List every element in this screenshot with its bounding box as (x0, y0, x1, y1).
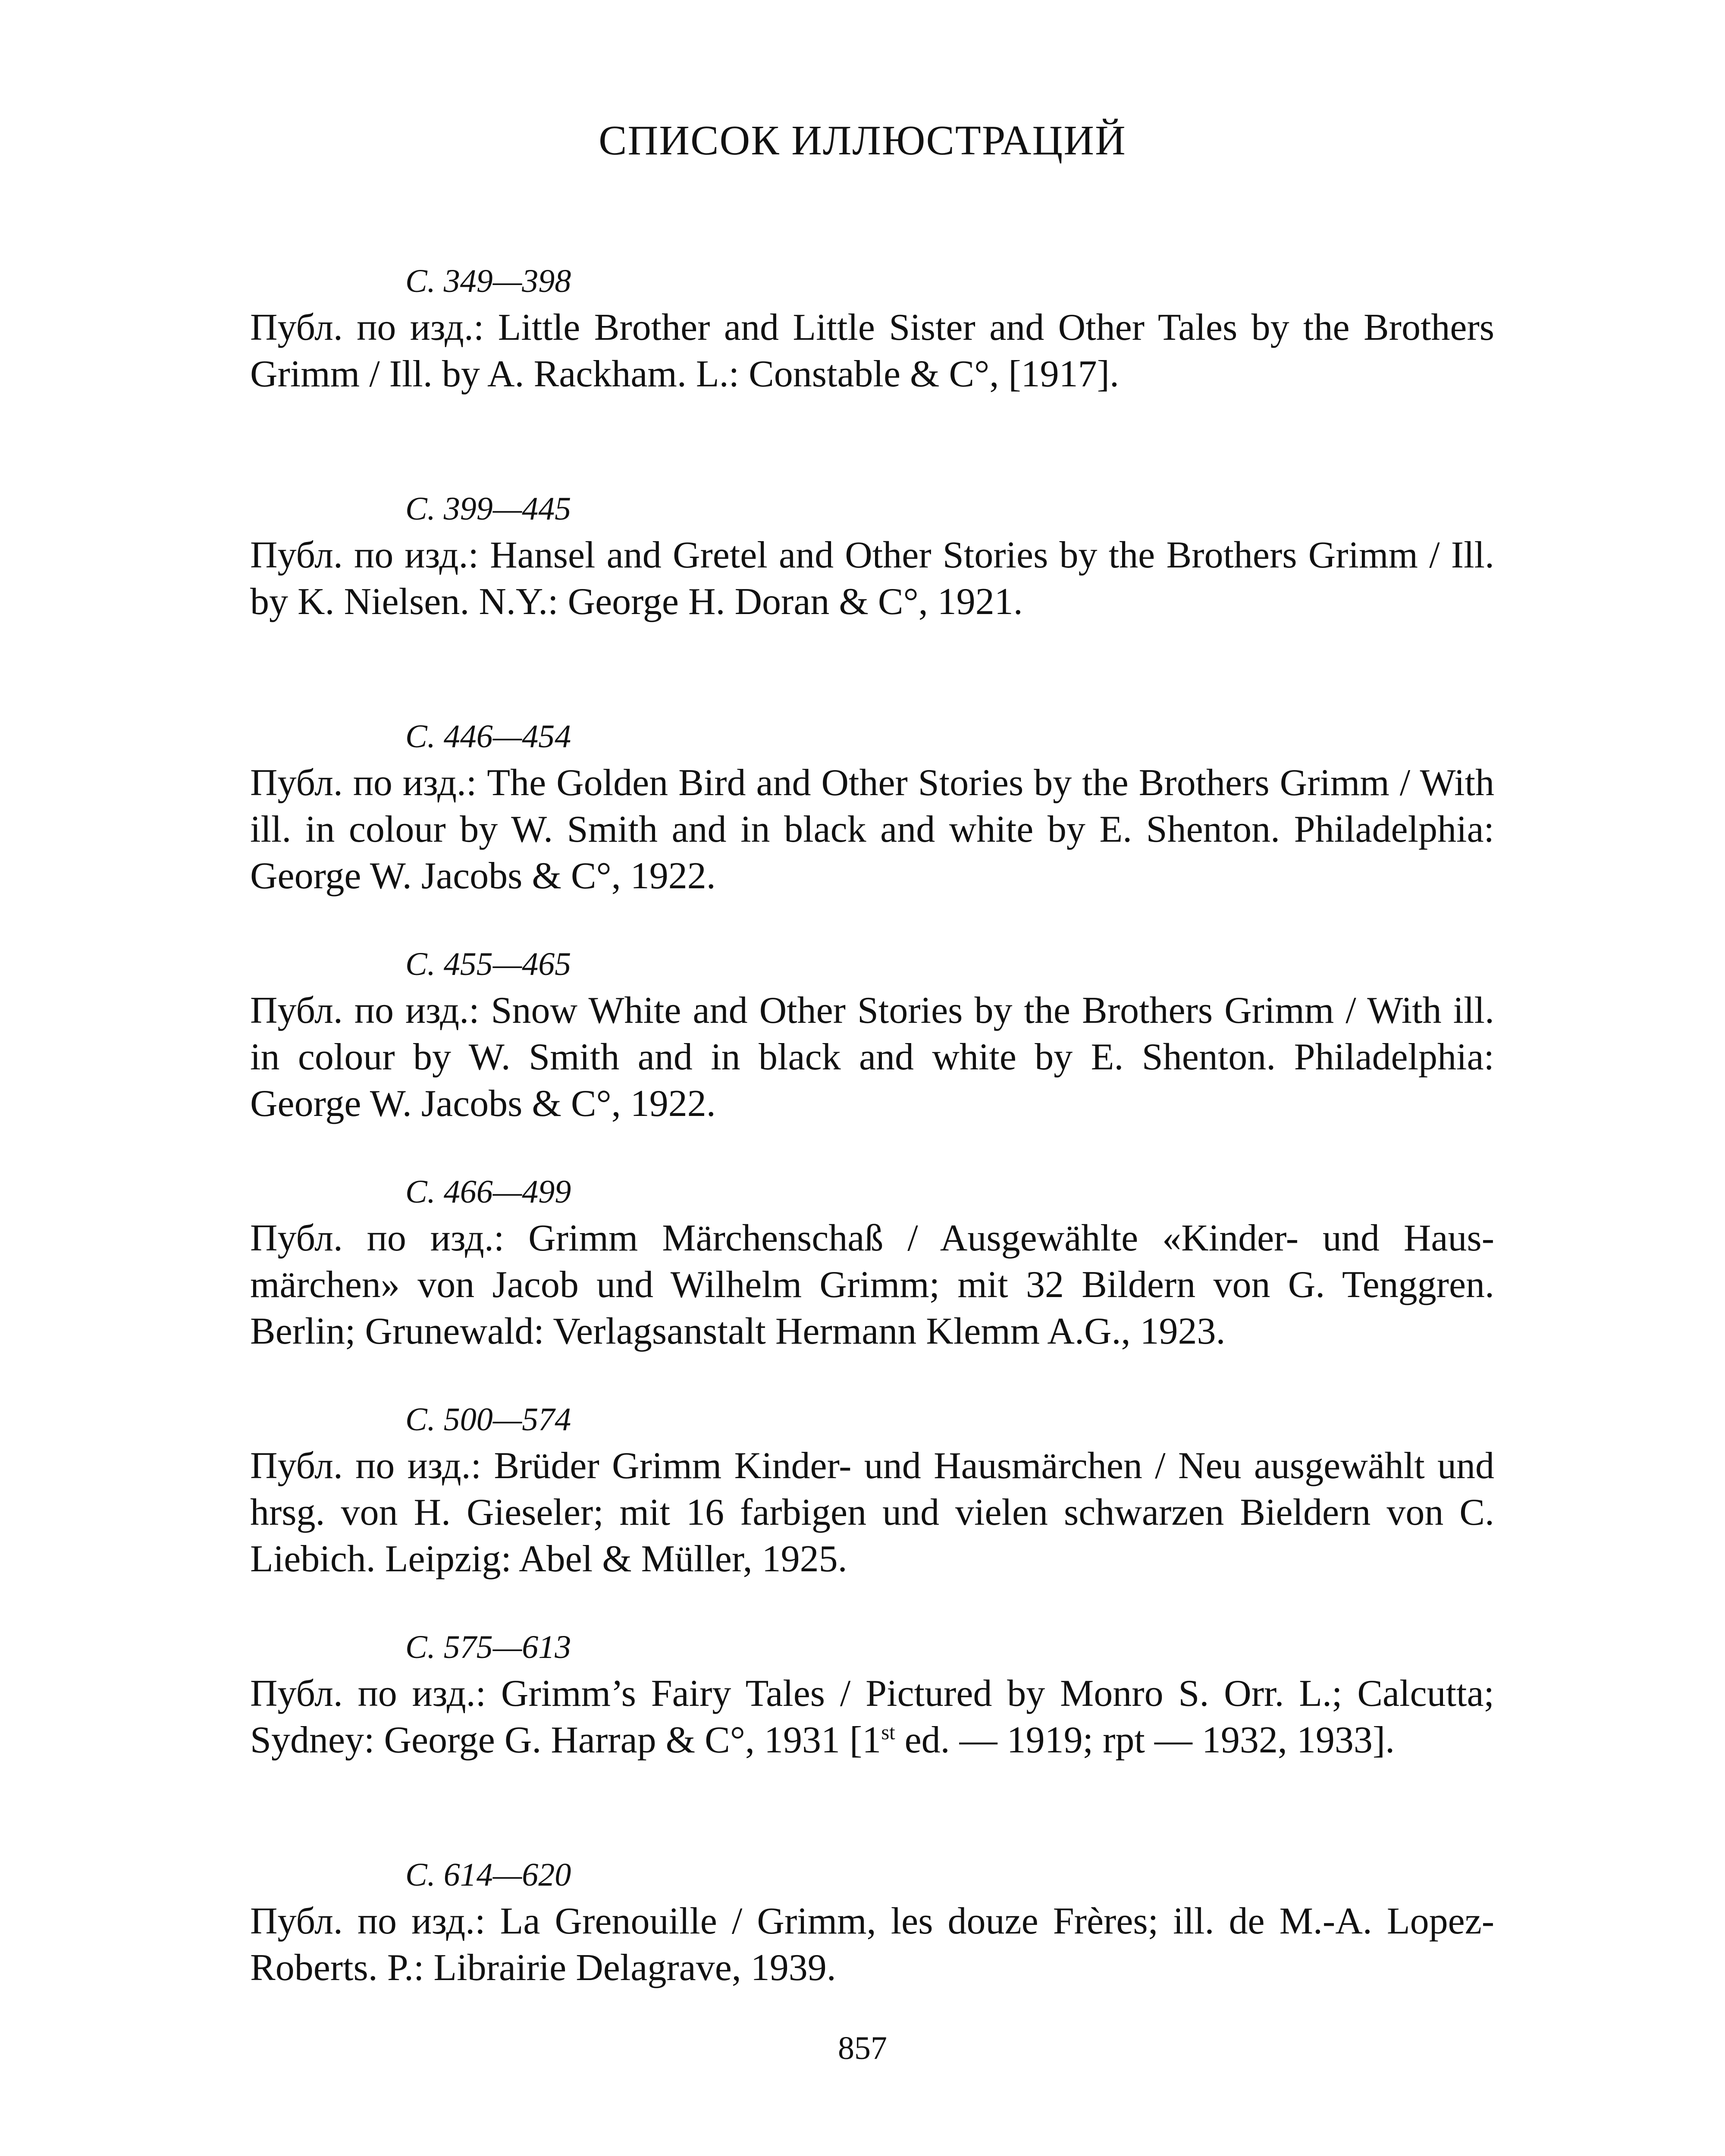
entry-page-range: С. 614—620 (405, 1857, 571, 1893)
entry-page-range: С. 466—499 (405, 1174, 571, 1210)
entry-page-range: С. 575—613 (405, 1629, 571, 1665)
list-item (250, 259, 1494, 486)
entry-citation: Публ. по изд.: La Grenouille / Grimm, les douze Frères; ill. de M.-A. Lopez-Roberts. P.: Librairie Delagrave, 1939. (250, 1900, 1494, 1989)
entry-citation: Публ. по изд.: Snow White and Other Stories by the Brothers Grimm / With ill. in colour by W. Smith and in black and white by E. Shenton. Philadelphia: George W. Jacobs & C°, 1922. (250, 990, 1494, 1125)
page-title: СПИСОК ИЛЛЮСТРАЦИЙ (599, 117, 1126, 164)
ordinal-superscript: st (881, 1721, 895, 1744)
entry-citation: Публ. по изд.: Little Brother and Little Sister and Other Tales by the Brothers Grimm / Ill. by A. Rackham. L.: Constable & C°, [1917]. (250, 307, 1494, 395)
entry-citation: Публ. по изд.: Grimm Märchenschaß / Ausgewählte «Kinder- und Hausmärchen» von Jacob und Wilhelm Grimm; mit 32 Bildern von G. Tenggren. Berlin; Grunewald: Verlagsanstalt Hermann Klemm A.G., 1923. (250, 1217, 1494, 1352)
entry-citation-end: ed. — 1919; rpt — 1932, 1933]. (895, 1719, 1395, 1761)
list-item (250, 1625, 1494, 1852)
entry-page-range: С. 455—465 (405, 946, 571, 982)
list-item (250, 1397, 1494, 1625)
entry-citation-main: Публ. по изд.: Grimm’s Fairy Tales / Pictured by Monro S. Orr. L.; Calcutta; Sydney: George G. Harrap & C°, 1931 [1 (250, 1673, 1494, 1761)
entry-page-range: С. 399—445 (405, 491, 571, 527)
entry-page-range: С. 500—574 (405, 1401, 571, 1438)
entry-citation: Публ. по изд.: Hansel and Gretel and Other Stories by the Brothers Grimm / Ill. by K. Nielsen. N.Y.: George H. Doran & C°, 1921. (250, 534, 1494, 623)
list-item (250, 714, 1494, 942)
list-item (250, 942, 1494, 1169)
list-item (250, 1169, 1494, 1397)
entry-citation: Публ. по изд.: The Golden Bird and Other Stories by the Brothers Grimm / With ill. in colour by W. Smith and in black and white by E. Shenton. Philadelphia: George W. Jacobs & C°, 1922. (250, 762, 1494, 897)
entry-citation: Публ. по изд.: Brüder Grimm Kinder- und Hausmärchen / Neu ausgewählt und hrsg. von H. Gieseler; mit 16 farbigen und vielen schwarzen Bieldern von C. Liebich. Leipzig: Abel & Müller, 1925. (250, 1445, 1494, 1580)
entry-citation (250, 1670, 1494, 1764)
entry-page-range: С. 446—454 (405, 718, 571, 755)
illustration-list (250, 259, 1494, 2080)
page-number: 857 (838, 2030, 887, 2066)
entry-page-range: С. 349—398 (405, 263, 571, 299)
list-item (250, 486, 1494, 714)
